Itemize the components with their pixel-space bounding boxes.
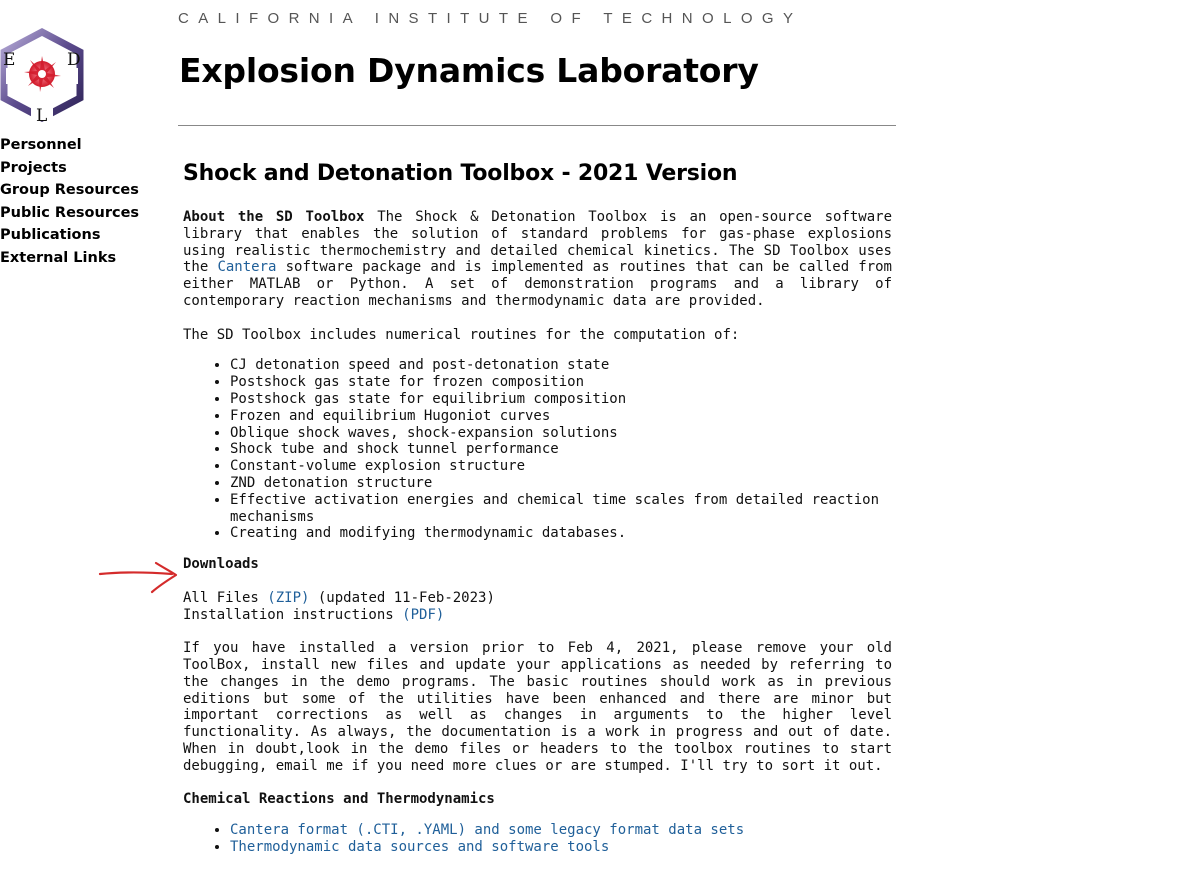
list-item: • Postshock gas state for equilibrium composition bbox=[230, 391, 892, 408]
red-arrow-annotation bbox=[98, 560, 180, 594]
nav-item-projects[interactable]: Projects bbox=[0, 159, 67, 176]
zip-download-link[interactable]: (ZIP) bbox=[267, 589, 310, 606]
about-lead: About the SD Toolbox bbox=[183, 209, 365, 225]
chem-link-list bbox=[183, 822, 892, 856]
logo-letter-l: L bbox=[36, 106, 48, 122]
list-item bbox=[230, 822, 892, 839]
install-label: Installation instructions bbox=[183, 606, 403, 623]
pdf-download-link[interactable]: (PDF) bbox=[402, 606, 445, 623]
notice-paragraph: If you have installed a version prior to Feb 4, 2021, please remove your old ToolBox, install new files and update your applications as needed by referring to the changes in the demo programs. The basic routines should work as in previous editions but some of the utilities have been enhanced and there are minor but important corrections as well as changes in arguments to the higher level functionality. As always, the documentation is a work in progress and out of date. When in doubt,look in the demo files or headers to the toolbox routines to start debugging, email me if you need more clues or are stumped. I'll try to sort it out. bbox=[183, 640, 892, 774]
downloads-block bbox=[183, 590, 892, 624]
all-files-label: All Files bbox=[183, 589, 268, 606]
list-item: • Creating and modifying thermodynamic databases. bbox=[230, 525, 892, 542]
list-item: • Frozen and equilibrium Hugoniot curves bbox=[230, 408, 892, 425]
list-item: • ZND detonation structure bbox=[230, 475, 892, 492]
feature-list bbox=[183, 357, 892, 542]
list-item: • CJ detonation speed and post-detonation state bbox=[230, 357, 892, 374]
cantera-link[interactable]: Cantera bbox=[217, 259, 277, 276]
list-item: • Effective activation energies and chemical time scales from detailed reaction mechanisms bbox=[230, 492, 892, 526]
list-item: • Oblique shock waves, shock-expansion solutions bbox=[230, 425, 892, 442]
logo-letter-d: D bbox=[67, 50, 81, 70]
downloads-heading: Downloads bbox=[183, 556, 259, 573]
install-row bbox=[183, 607, 892, 624]
all-files-row bbox=[183, 590, 892, 607]
list-item bbox=[230, 839, 892, 856]
list-item: • Postshock gas state for frozen composition bbox=[230, 374, 892, 391]
about-paragraph bbox=[183, 209, 892, 310]
nav-item-group-resources[interactable]: Group Resources bbox=[0, 182, 139, 199]
cantera-format-link[interactable]: Cantera format (.CTI, .YAML) and some legacy format data sets bbox=[230, 822, 745, 839]
page-title: Shock and Detonation Toolbox - 2021 Version bbox=[183, 161, 738, 186]
main-content bbox=[183, 160, 892, 870]
lab-title: Explosion Dynamics Laboratory bbox=[179, 51, 759, 90]
all-files-updated: (updated 11-Feb-2023) bbox=[309, 589, 495, 606]
chem-heading: Chemical Reactions and Thermodynamics bbox=[183, 791, 495, 808]
thermo-data-link[interactable]: Thermodynamic data sources and software tools bbox=[230, 838, 610, 855]
nav-item-public-resources[interactable]: Public Resources bbox=[0, 204, 140, 221]
header-divider bbox=[178, 125, 896, 126]
intro-text: The SD Toolbox includes numerical routines for the computation of: bbox=[183, 326, 740, 343]
logo-letter-e: E bbox=[3, 50, 16, 70]
institute-name: CALIFORNIA INSTITUTE OF TECHNOLOGY bbox=[178, 10, 803, 27]
nav-item-publications[interactable]: Publications bbox=[0, 227, 101, 244]
nav-item-external-links[interactable]: External Links bbox=[0, 249, 117, 266]
nav-item-personnel[interactable]: Personnel bbox=[0, 137, 82, 153]
list-item: • Shock tube and shock tunnel performance bbox=[230, 441, 892, 458]
about-text-1: The Shock & Detonation Toolbox is an open-source software library that enables the solution of standard problems for gas-phase explosions using realistic thermochemistry and detailed chemical kinetics. The SD Toolbox uses the bbox=[183, 209, 892, 276]
edl-logo[interactable] bbox=[0, 28, 88, 122]
sidebar-nav bbox=[0, 134, 139, 270]
about-text-2: software package and is implemented as routines that can be called from either MATLAB or Python. A set of demonstration programs and a library of contemporary reaction mechanisms and thermodynamic data are provided. bbox=[183, 259, 892, 309]
list-item: • Constant-volume explosion structure bbox=[230, 458, 892, 475]
